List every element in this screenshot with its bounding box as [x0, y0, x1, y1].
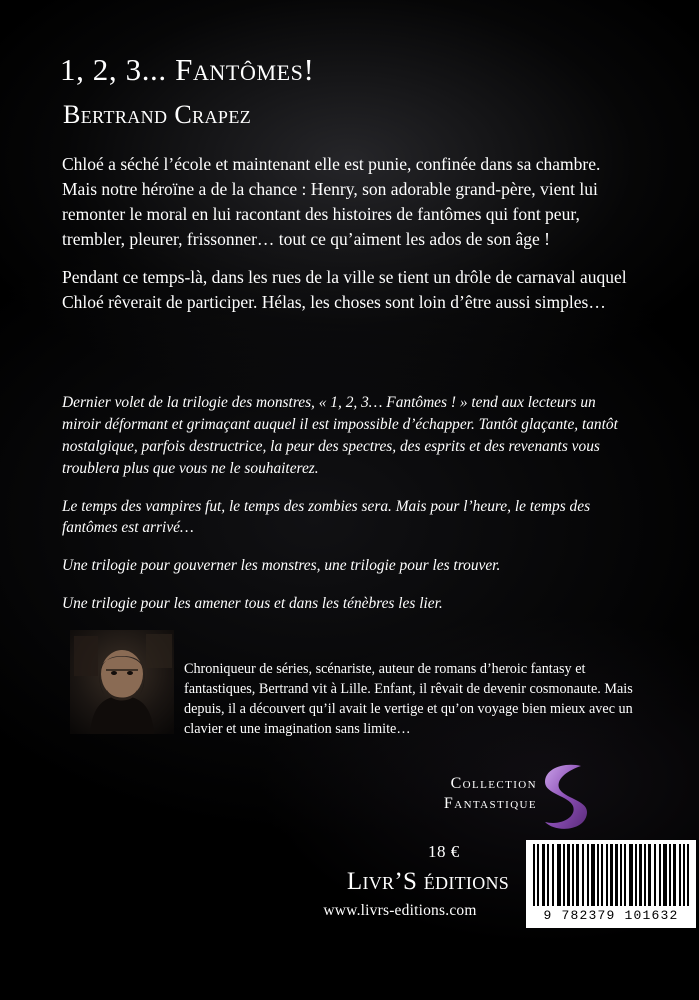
critique-paragraph: Une trilogie pour gouverner les monstres, une trilogie pour les trouver. [62, 557, 501, 575]
collection-swash-icon [529, 760, 595, 840]
blurb-paragraph: Chloé a séché l’école et maintenant elle est punie, confinée dans sa chambre. Mais notre héroïne a de la chance : Henry, son adorable grand-père, vient lui remonter le moral en lui racontant des histoires de fantômes qui font peur, trembler, pleurer, frissonner… tout ce qu’aiment les ados de son âge ! [62, 154, 601, 249]
blurb-paragraph: Pendant ce temps-là, dans les rues de la ville se tient un drôle de carnaval auquel Chloé rêverait de participer. Hélas, les choses sont loin d’être aussi simples… [62, 267, 627, 313]
critique-paragraph: Le temps des vampires fut, le temps des zombies sera. Mais pour l’heure, le temps des fantômes est arrivé… [62, 497, 591, 537]
critique-section [62, 392, 634, 631]
blurb-section [62, 152, 637, 329]
collection-line-2: Fantastique [443, 795, 537, 813]
critique-paragraph: Une trilogie pour les amener tous et dans les ténèbres les lier. [62, 595, 443, 613]
publisher-name: Livr’S éditions [346, 868, 510, 895]
collection-badge [383, 772, 603, 832]
bio-paragraph: Chroniqueur de séries, scénariste, auteur de romans d’heroic fantasy et fantastiques, Bertrand vit à Lille. Enfant, il rêvait de devenir cosmonaute. Mais depuis, il a découvert qu’il avait le vertige et qu’on voyage bien mieux avec un clavier et une imagination sans limite… [184, 661, 633, 738]
collection-line-1: Collection [450, 775, 537, 792]
price-label: 18 € [428, 842, 460, 861]
collection-label [444, 774, 537, 815]
author-photo [70, 630, 174, 734]
critique-paragraph: Dernier volet de la trilogie des monstres, « 1, 2, 3… Fantômes ! » tend aux lecteurs un miroir déformant et grimaçant auquel il est impossible d’échapper. Tantôt glaçante, tantôt nostalgique, parfois destructrice, la peur des spectres, des esprits et des revenants vous troublera plus que vous ne le souhaiterez. [62, 394, 618, 477]
barcode [526, 840, 696, 928]
barcode-bars [531, 844, 691, 906]
barcode-digits: 9 782379 101632 [543, 908, 679, 923]
book-author: Bertrand Crapez [63, 100, 252, 129]
book-title: 1, 2, 3... Fantômes! [60, 52, 315, 87]
author-bio-text [184, 659, 636, 740]
cover-content [60, 0, 679, 1000]
publisher-website[interactable]: www.livrs-editions.com [323, 902, 477, 919]
